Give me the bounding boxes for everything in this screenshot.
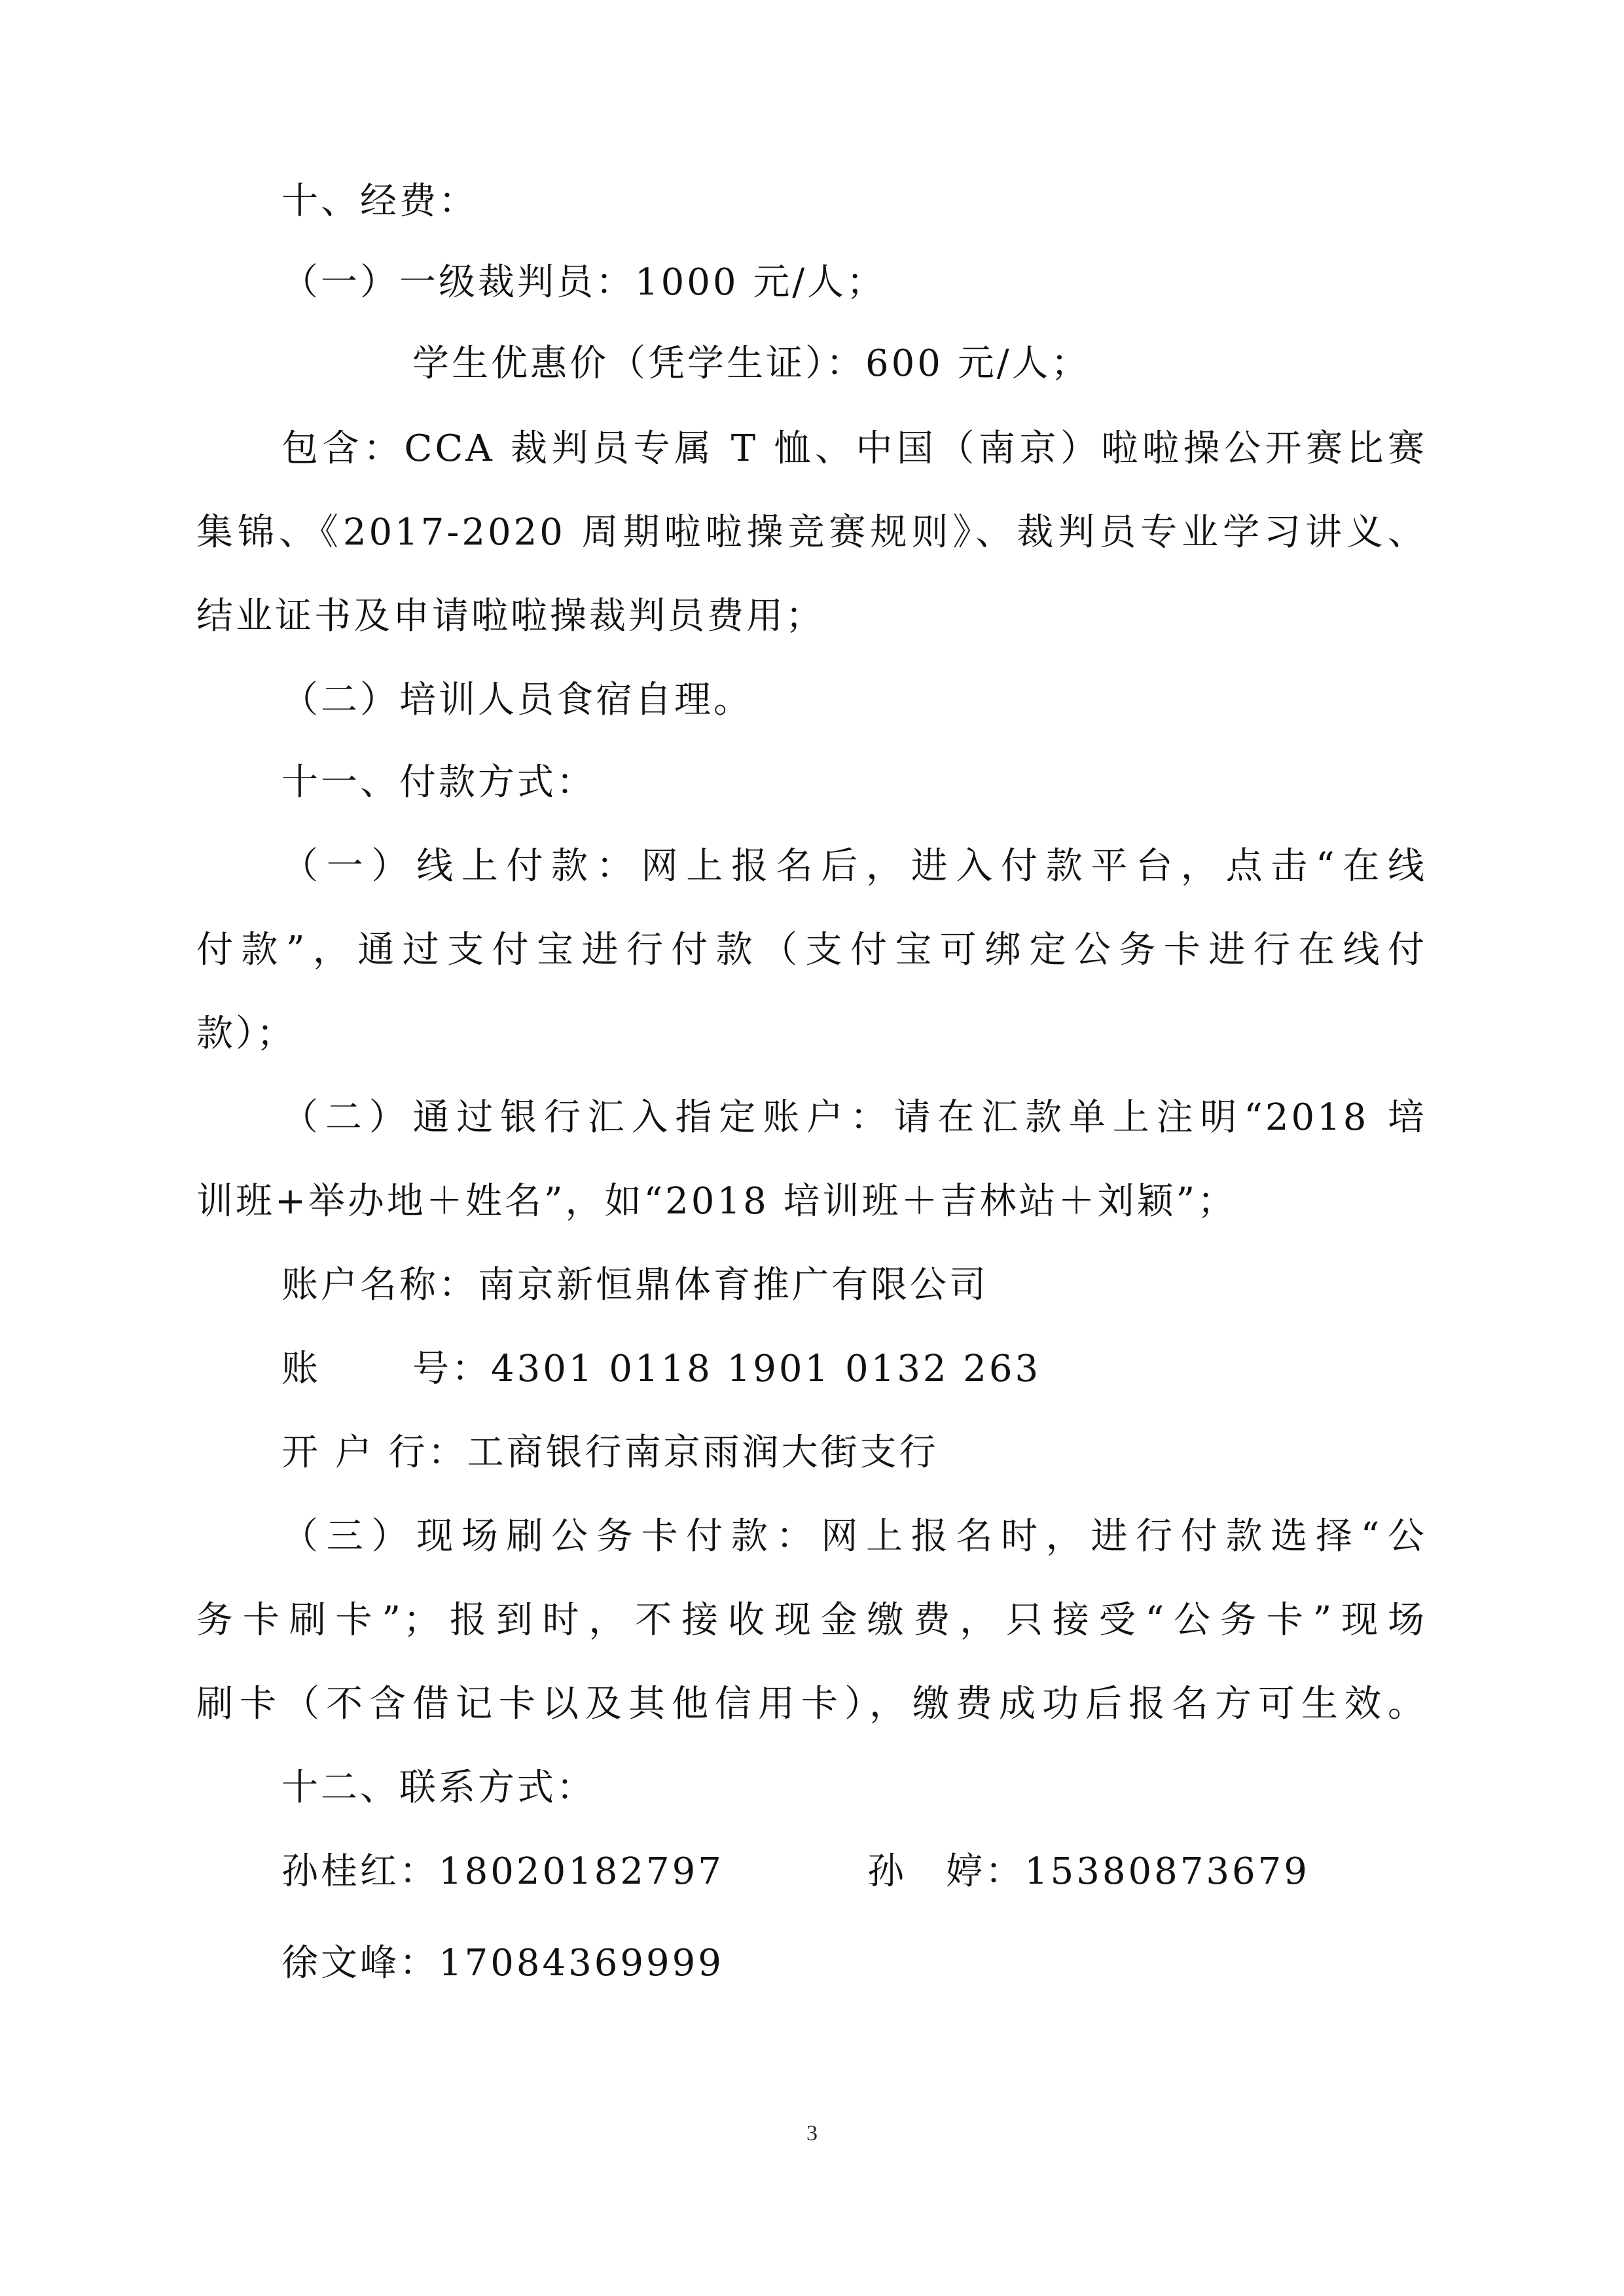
bank-line: 开 户 行：工商银行南京雨润大街支行 [281,1431,939,1474]
fee-note-2: （二）培训人员食宿自理。 [281,679,753,721]
contact-sun-ting: 孙 婷：15380873679 [867,1850,1310,1893]
payment-3-line-3: 刷卡（不含借记卡以及其他信用卡），缴费成功后报名方可生效。 [196,1683,1427,1725]
account-name-line: 账户名称：南京新恒鼎体育推广有限公司 [281,1264,988,1306]
section-10-heading: 十、经费： [281,180,478,223]
contact-sun-guihong: 孙桂红：18020182797 [281,1850,724,1893]
payment-1-line-3: 款）； [196,1013,296,1055]
fee-includes-line-1: 包含：CCA 裁判员专属 T 恤、中国（南京）啦啦操公开赛比赛 [281,427,1427,470]
page-number: 3 [806,2121,818,2145]
payment-3-line-1: （三）现场刷公务卡付款：网上报名时，进行付款选择“公 [281,1515,1427,1558]
payment-2-line-2: 训班+举办地＋姓名”，如“2018 培训班＋吉林站＋刘颖”； [196,1180,1237,1223]
account-number-line: 号：4301 0118 1901 0132 263 [412,1348,1041,1390]
payment-1-line-2: 付款”，通过支付宝进行付款（支付宝可绑定公务卡进行在线付 [196,929,1427,971]
section-12-heading: 十二、联系方式： [281,1767,596,1809]
payment-2-line-1: （二）通过银行汇入指定账户：请在汇款单上注明“2018 培 [281,1096,1427,1139]
fee-level1-line: （一）一级裁判员：1000 元/人； [281,261,886,304]
payment-1-line-1: （一）线上付款：网上报名后，进入付款平台，点击“在线 [281,845,1427,888]
fee-student-line: 学生优惠价（凭学生证）：600 元/人； [412,342,1091,385]
fee-includes-line-2: 集锦、《2017-2020 周期啦啦操竞赛规则》、裁判员专业学习讲义、 [196,511,1427,554]
payment-3-line-2: 务卡刷卡”；报到时，不接收现金缴费，只接受“公务卡”现场 [196,1599,1427,1641]
fee-includes-line-3: 结业证书及申请啦啦操裁判员费用； [196,595,825,637]
contact-xu-wenfeng: 徐文峰：17084369999 [281,1942,724,1984]
account-number-label: 账 [281,1348,321,1390]
section-11-heading: 十一、付款方式： [281,761,596,804]
